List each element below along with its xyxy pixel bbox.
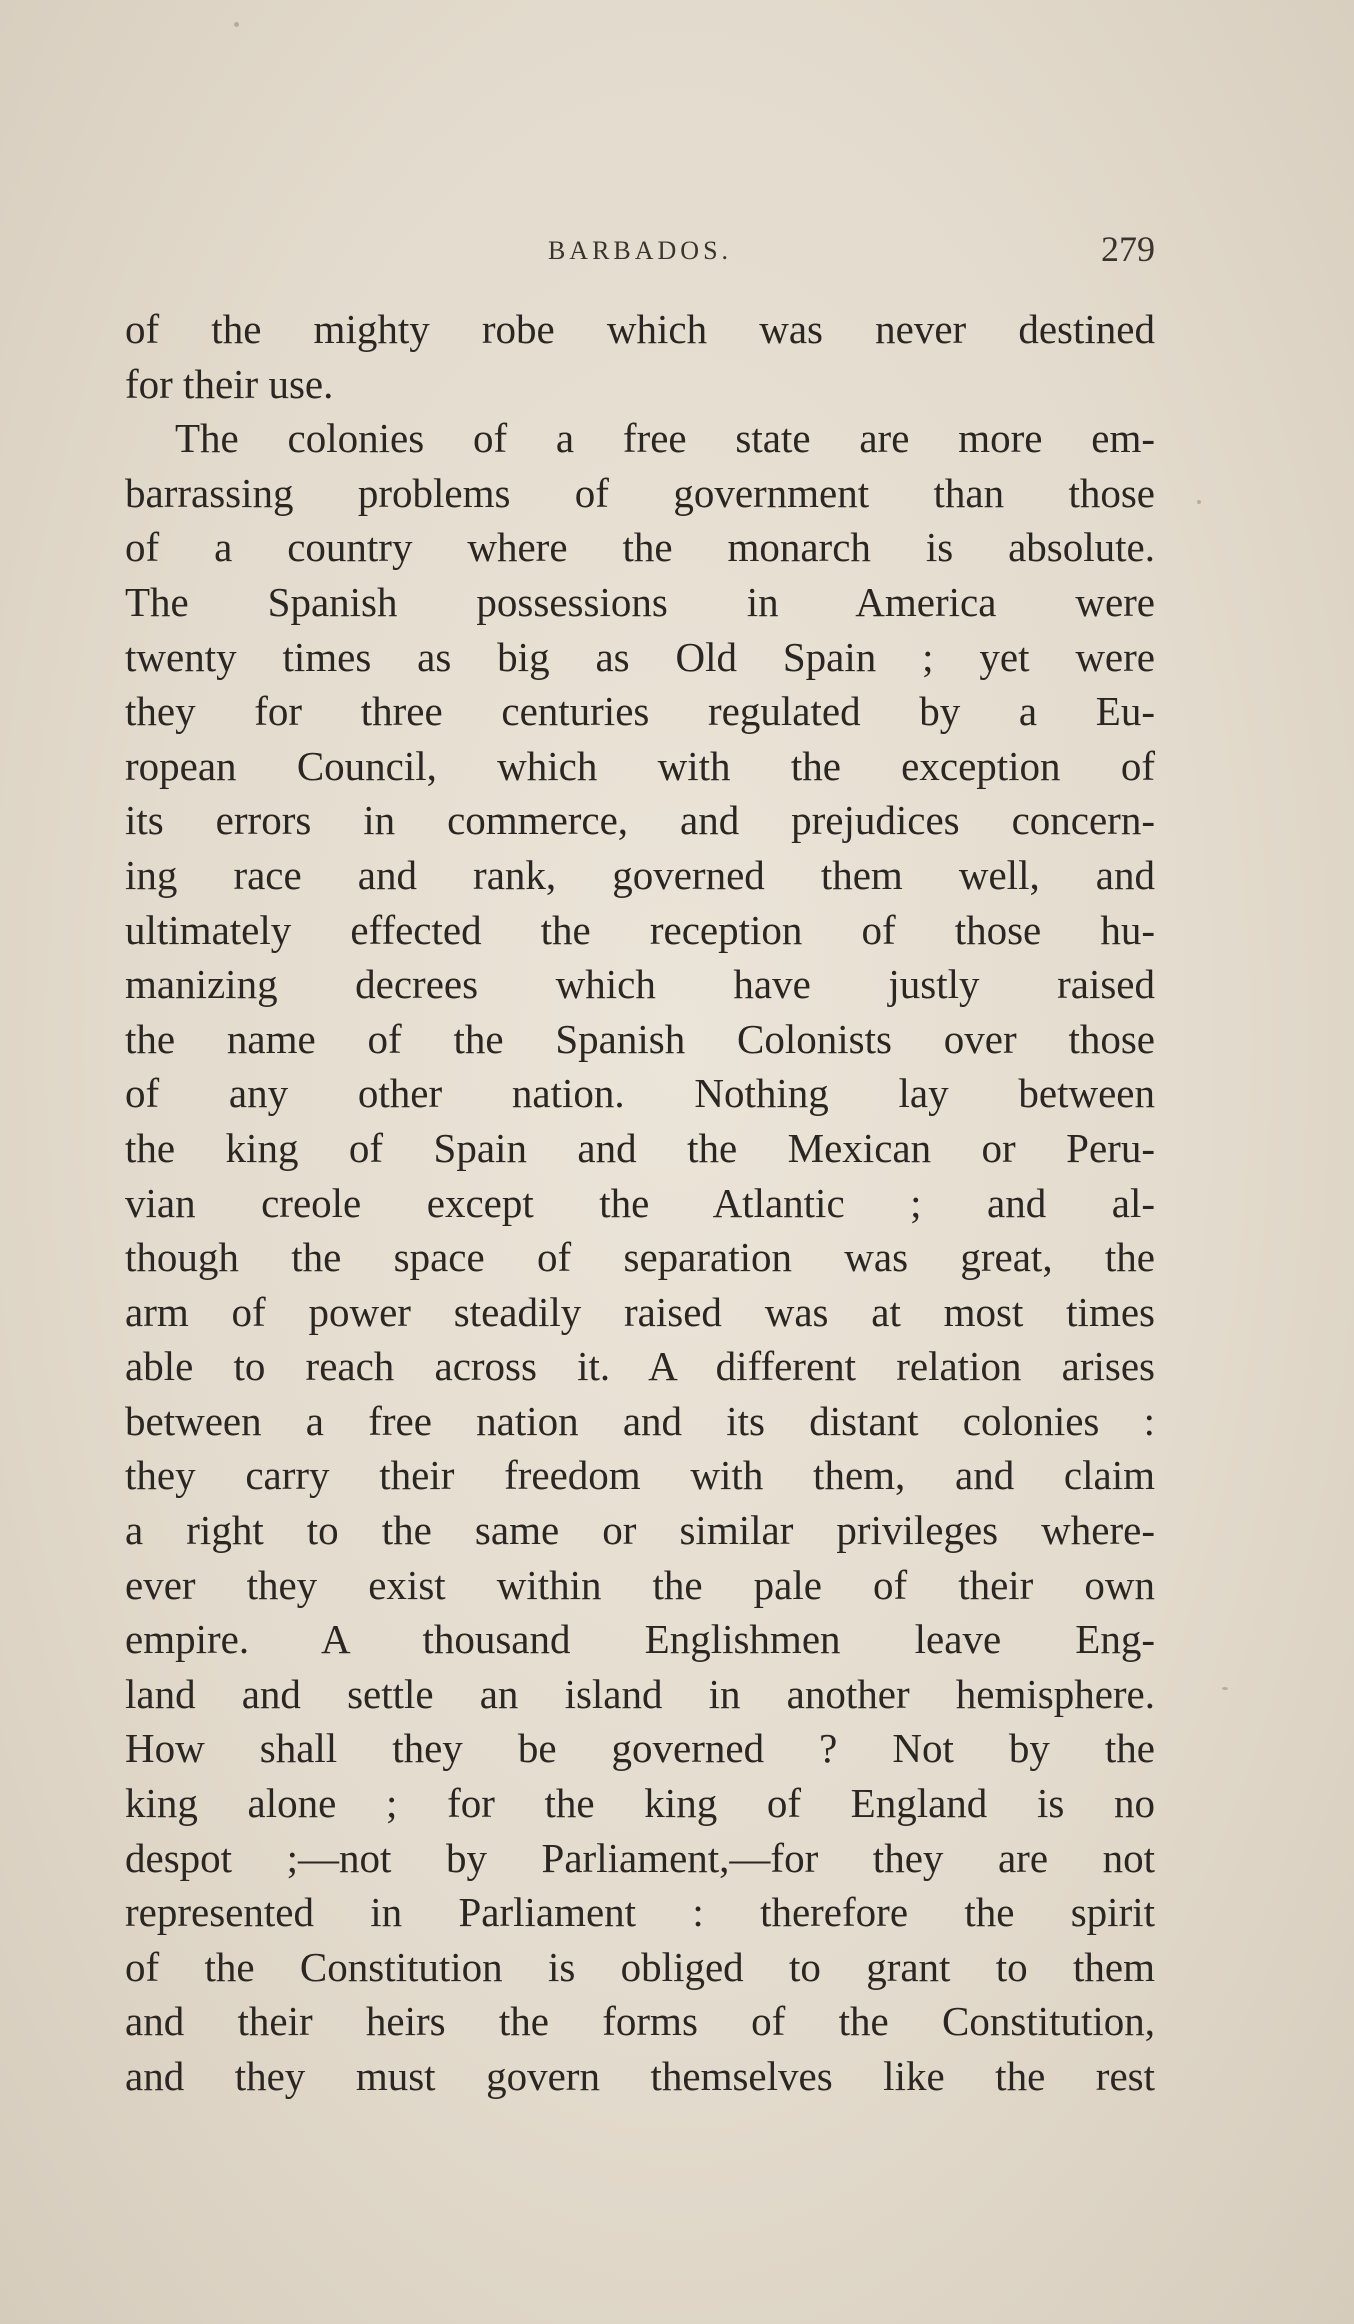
text-line: the name of the Spanish Colonists over those — [125, 1015, 1155, 1062]
text-line: able to reach across it. A different relation arises — [125, 1343, 1155, 1390]
paper-speck — [1197, 500, 1201, 504]
text-line: barrassing problems of government than those — [125, 469, 1155, 516]
running-head — [125, 228, 1155, 278]
text-line: ing race and rank, governed them well, and — [125, 851, 1155, 898]
text-line: for their use. — [125, 360, 334, 407]
text-line: The colonies of a free state are more em- — [175, 415, 1155, 462]
text-line: between a free nation and its distant colonies : — [125, 1397, 1155, 1444]
text-line: of the Constitution is obliged to grant to them — [125, 1943, 1155, 1990]
text-line: though the space of separation was great, the — [125, 1234, 1155, 1281]
text-line: How shall they be governed ? Not by the — [125, 1725, 1155, 1772]
text-line: of a country where the monarch is absolute. — [125, 524, 1155, 571]
text-line: the king of Spain and the Mexican or Peru- — [125, 1124, 1155, 1171]
text-line: they carry their freedom with them, and claim — [125, 1452, 1155, 1499]
text-line: The Spanish possessions in America were — [125, 578, 1155, 625]
chapter-title: BARBADOS. — [547, 236, 733, 265]
text-line: despot ;—not by Parliament,—for they are not — [125, 1834, 1155, 1881]
text-line: king alone ; for the king of England is no — [125, 1780, 1155, 1827]
text-line: of any other nation. Nothing lay between — [125, 1070, 1155, 1117]
text-line: a right to the same or similar privileges where- — [125, 1507, 1155, 1554]
text-line: ever they exist within the pale of their own — [125, 1561, 1155, 1608]
text-line: vian creole except the Atlantic ; and al- — [125, 1179, 1155, 1226]
text-line: twenty times as big as Old Spain ; yet were — [125, 633, 1155, 680]
text-line: ropean Council, which with the exception of — [125, 742, 1155, 789]
text-line: empire. A thousand Englishmen leave Eng- — [125, 1616, 1155, 1663]
text-line: and their heirs the forms of the Constitution, — [125, 1998, 1155, 2045]
paper-speck — [234, 22, 239, 27]
text-line: land and settle an island in another hemisphere. — [125, 1670, 1155, 1717]
page-number: 279 — [1101, 229, 1155, 269]
text-line: arm of power steadily raised was at most times — [125, 1288, 1155, 1335]
text-line: its errors in commerce, and prejudices concern- — [125, 797, 1155, 844]
text-line: represented in Parliament : therefore the spirit — [125, 1889, 1155, 1936]
text-line: ultimately effected the reception of those hu- — [125, 906, 1155, 953]
text-line: and they must govern themselves like the rest — [125, 2053, 1155, 2099]
text-line: manizing decrees which have justly raised — [125, 961, 1155, 1008]
body-text — [125, 302, 1155, 2104]
text-line: they for three centuries regulated by a Eu- — [125, 688, 1155, 735]
text-line: of the mighty robe which was never destined — [125, 306, 1155, 352]
paper-speck — [1222, 1687, 1228, 1690]
